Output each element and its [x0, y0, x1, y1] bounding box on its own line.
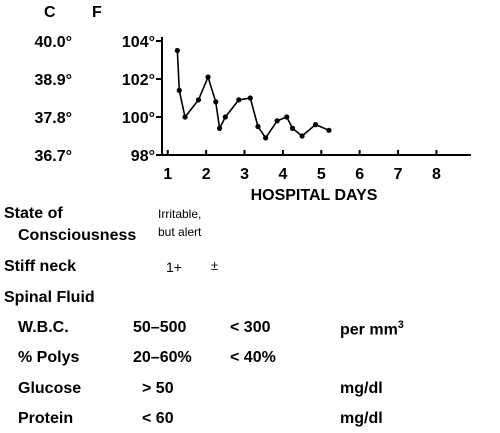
x-tick-label: 1 — [163, 166, 173, 183]
temperature-point — [177, 88, 182, 93]
y-tick-label-c: 38.9° — [34, 72, 72, 89]
temperature-point — [196, 97, 201, 102]
glucose-value: > 50 — [142, 380, 174, 397]
y-tick-label-f: 102° — [121, 72, 155, 89]
temperature-point — [326, 128, 331, 133]
temperature-point — [290, 126, 295, 131]
temperature-point — [213, 99, 218, 104]
y-tick-label-f: 104° — [121, 34, 155, 51]
protein-value: < 60 — [142, 410, 174, 427]
stiff-neck-value-2: ± — [211, 258, 219, 273]
spinal-fluid-label: Spinal Fluid — [4, 289, 95, 306]
x-tick-label: 7 — [393, 166, 403, 183]
y-tick-label-f: 100° — [121, 110, 155, 127]
x-tick-label: 3 — [240, 166, 249, 183]
temperature-point — [284, 114, 289, 119]
x-axis-label: HOSPITAL DAYS — [250, 187, 378, 200]
protein-unit: mg/dl — [340, 410, 383, 427]
y-tick-label-f: 98° — [130, 148, 155, 165]
y-left-unit-label: C — [44, 4, 56, 21]
x-tick-label: 2 — [201, 166, 211, 183]
glucose-unit: mg/dl — [340, 380, 383, 397]
protein-label: Protein — [18, 410, 74, 427]
stiff-neck-value-1: 1+ — [166, 259, 182, 275]
chart-series — [175, 48, 332, 141]
consciousness-label-line1: State of — [4, 205, 63, 222]
chart-axes — [44, 4, 471, 200]
stiff-neck-label: Stiff neck — [4, 258, 77, 275]
x-tick-label: 5 — [316, 166, 326, 183]
glucose-label: Glucose — [18, 380, 82, 397]
chart-ticks — [34, 34, 441, 183]
temperature-point — [236, 97, 241, 102]
temperature-point — [300, 133, 305, 138]
x-tick-label: 6 — [355, 166, 365, 183]
temperature-point — [217, 126, 222, 131]
temperature-point — [255, 124, 260, 129]
x-tick-label: 4 — [278, 166, 288, 183]
wbc-unit-text: per mm — [340, 321, 398, 339]
temperature-point — [223, 114, 228, 119]
y-tick-label-c: 36.7° — [34, 148, 72, 165]
x-tick-label: 8 — [432, 166, 441, 183]
y-tick-label-c: 40.0° — [34, 34, 72, 51]
consciousness-label-line2: Consciousness — [18, 227, 137, 244]
wbc-label: W.B.C. — [18, 319, 69, 336]
y-tick-label-c: 37.8° — [34, 110, 72, 127]
wbc-unit-exponent: 3 — [397, 319, 404, 331]
polys-range: 20–60% — [133, 349, 192, 366]
consciousness-value-line2: but alert — [158, 225, 202, 239]
y-right-unit-label: F — [92, 4, 102, 21]
polys-value: < 40% — [230, 349, 276, 366]
temperature-chart — [0, 0, 500, 200]
temperature-point — [313, 122, 318, 127]
consciousness-value-line1: Irritable, — [158, 207, 202, 221]
temperature-line — [177, 51, 329, 138]
temperature-point — [182, 114, 187, 119]
wbc-range: 50–500 — [133, 319, 187, 336]
temperature-point — [263, 135, 268, 140]
polys-label: % Polys — [18, 349, 80, 366]
temperature-point — [175, 48, 180, 53]
wbc-unit — [340, 320, 404, 338]
temperature-point — [248, 95, 253, 100]
wbc-value: < 300 — [230, 319, 271, 336]
temperature-point — [205, 75, 210, 80]
temperature-point — [275, 118, 280, 123]
